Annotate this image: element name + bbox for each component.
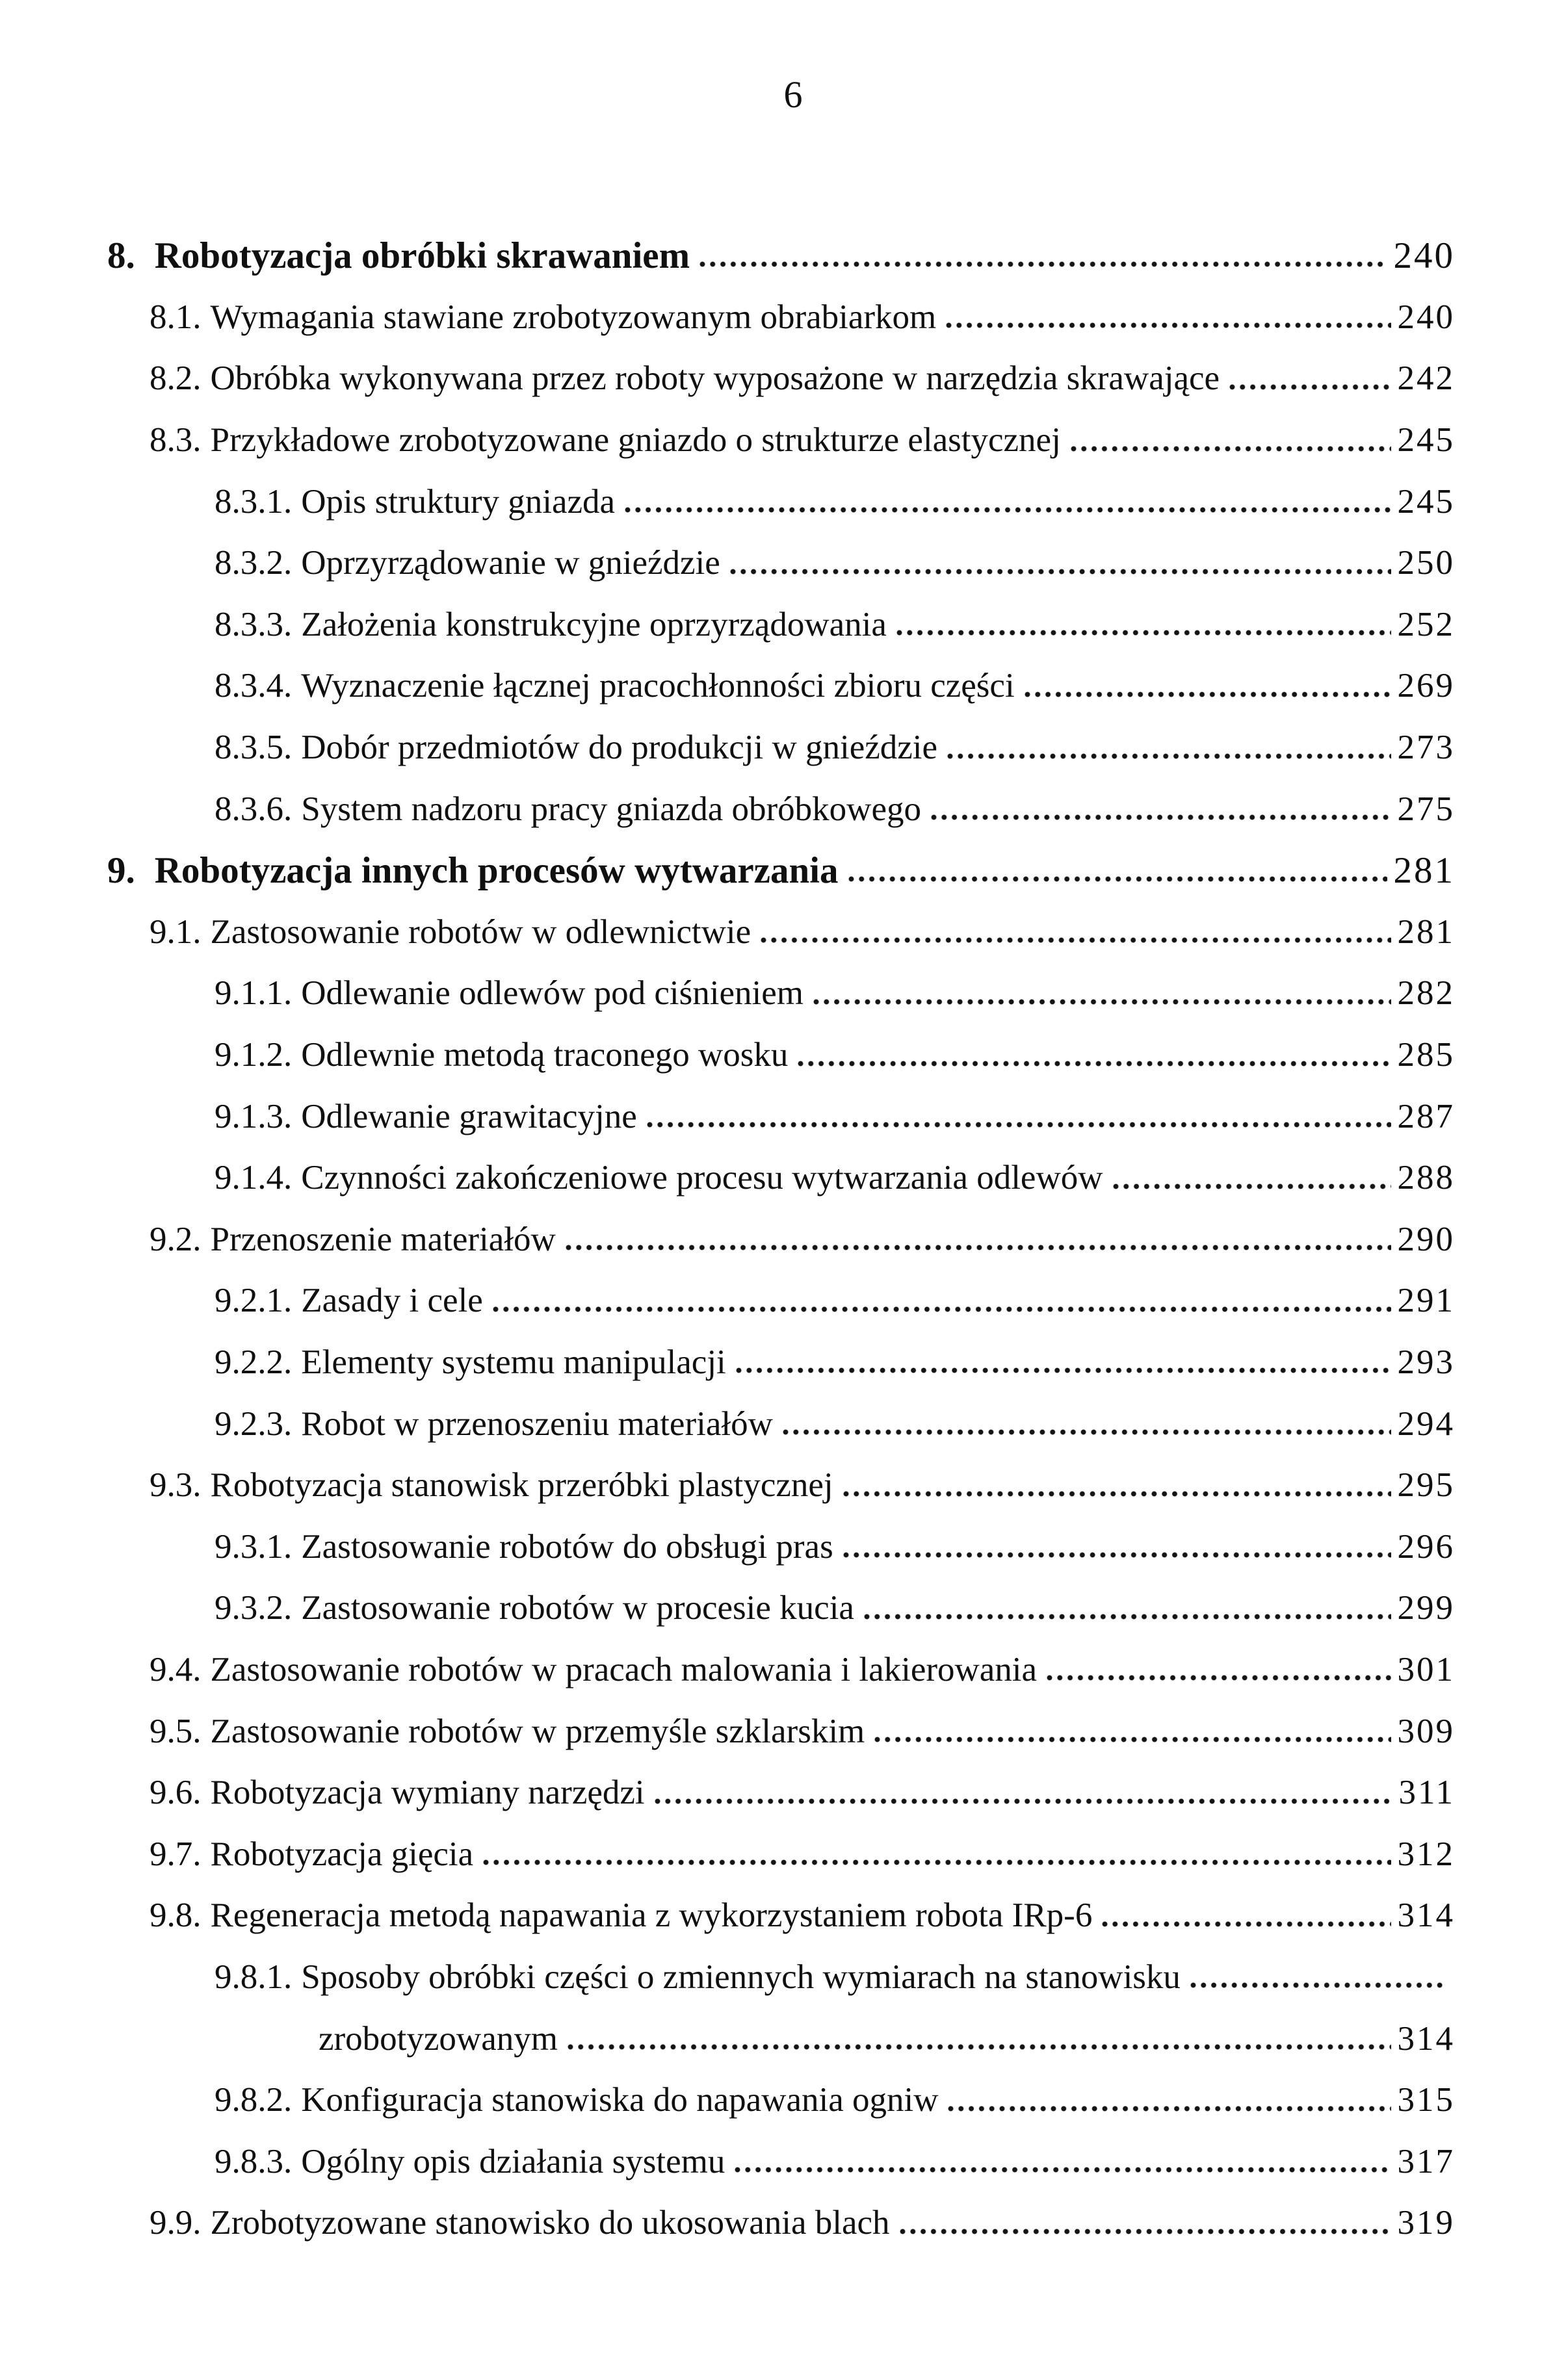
toc-entry-title: Robotyzacja innych procesów wytwarzania	[154, 849, 839, 891]
dots-leader	[492, 1306, 1391, 1313]
toc-entry-number: 9.3.1.	[215, 1527, 293, 1566]
toc-entry-title: Robotyzacja obróbki skrawaniem	[154, 235, 690, 276]
toc-entry-title: Zastosowanie robotów do obsługi pras	[301, 1527, 833, 1566]
toc-list	[107, 225, 1453, 2254]
toc-entry-number: 9.	[107, 849, 135, 891]
toc-entry-title: zrobotyzowanym	[319, 2019, 558, 2058]
toc-entry-title: Opis struktury gniazda	[301, 482, 616, 521]
toc-entry-page: 281	[1397, 912, 1455, 951]
dots-leader	[1190, 1982, 1446, 1989]
toc-entry	[107, 1885, 1453, 1947]
toc-entry-title: Elementy systemu manipulacji	[301, 1343, 726, 1381]
toc-entry-number: 9.8.1.	[215, 1958, 293, 1996]
toc-entry	[107, 409, 1453, 471]
toc-entry-page: 273	[1397, 729, 1455, 767]
toc-entry	[107, 1947, 1453, 2008]
toc-entry-number: 9.1.2.	[215, 1036, 293, 1074]
dots-leader	[624, 506, 1391, 513]
toc-entry-number: 9.2.3.	[215, 1404, 293, 1443]
toc-entry-title: Robotyzacja wymiany narzędzi	[210, 1774, 645, 1812]
toc-entry-page: 242	[1397, 359, 1455, 398]
dots-leader	[646, 1121, 1391, 1128]
dots-leader	[945, 322, 1391, 329]
toc-entry-page: 293	[1397, 1343, 1455, 1381]
toc-entry-number: 8.3.	[150, 421, 202, 459]
toc-entry-number: 9.4.	[150, 1650, 202, 1688]
toc-entry-number: 8.3.2.	[215, 544, 293, 582]
toc-entry-page: 281	[1393, 849, 1455, 891]
dots-leader	[567, 2043, 1391, 2050]
toc-entry	[107, 655, 1453, 717]
dots-leader	[1101, 1921, 1391, 1928]
toc-entry-page: 296	[1397, 1527, 1455, 1566]
dots-leader	[782, 1429, 1391, 1436]
toc-entry-page: 250	[1397, 544, 1455, 582]
toc-entry	[107, 471, 1453, 532]
toc-entry-number: 8.	[107, 235, 135, 276]
toc-entry-page: 288	[1397, 1159, 1455, 1197]
toc-entry	[107, 840, 1453, 901]
toc-entry-title: Zastosowanie robotów w przemyśle szklarskim	[210, 1712, 865, 1750]
toc-entry	[107, 2069, 1453, 2131]
toc-entry-title: Ogólny opis działania systemu	[301, 2142, 725, 2180]
toc-entry-number: 9.2.1.	[215, 1282, 293, 1320]
toc-entry-page: 240	[1397, 298, 1455, 336]
toc-entry-number: 8.3.6.	[215, 790, 293, 828]
dots-leader	[1229, 383, 1391, 391]
dots-leader	[797, 1060, 1391, 1067]
toc-entry	[107, 532, 1453, 594]
toc-entry-number: 9.3.	[150, 1466, 202, 1505]
toc-entry	[107, 1700, 1453, 1762]
dots-leader	[843, 1490, 1391, 1497]
toc-entry-number: 8.3.3.	[215, 605, 293, 643]
toc-entry	[107, 2192, 1453, 2254]
toc-entry-number: 9.2.	[150, 1220, 202, 1258]
dots-leader	[930, 814, 1391, 821]
dots-leader	[729, 568, 1391, 575]
dots-leader	[899, 2228, 1391, 2235]
toc-entry-title: Obróbka wykonywana przez roboty wyposażone w narzędzia skrawające	[210, 359, 1220, 398]
toc-entry-number: 8.2.	[150, 359, 202, 398]
toc-entry-page: 319	[1397, 2204, 1455, 2242]
toc-entry-title: Przenoszenie materiałów	[210, 1220, 556, 1258]
toc-entry-page: 317	[1397, 2142, 1455, 2180]
dots-leader	[813, 998, 1391, 1005]
dots-leader	[735, 1367, 1391, 1374]
toc-entry	[107, 2130, 1453, 2192]
dots-leader	[896, 629, 1391, 636]
toc-entry	[107, 2008, 1453, 2069]
toc-entry-page: 282	[1397, 974, 1455, 1013]
dots-leader	[699, 261, 1387, 268]
toc-entry-page: 245	[1397, 482, 1455, 521]
toc-entry	[107, 1209, 1453, 1271]
toc-entry-page: 240	[1393, 235, 1455, 276]
toc-entry-page: 301	[1397, 1650, 1455, 1688]
toc-entry-page: 299	[1397, 1589, 1455, 1627]
dots-leader	[1046, 1674, 1391, 1681]
toc-entry-title: Przykładowe zrobotyzowane gniazdo o strukturze elastycznej	[210, 421, 1061, 459]
toc-entry-number: 9.1.1.	[215, 974, 293, 1013]
toc-entry-title: Robot w przenoszeniu materiałów	[301, 1404, 773, 1443]
toc-entry-number: 9.8.	[150, 1896, 202, 1935]
toc-entry-page: 294	[1397, 1404, 1455, 1443]
toc-entry	[107, 348, 1453, 409]
toc-entry-number: 9.9.	[150, 2204, 202, 2242]
toc-entry-title: Zastosowanie robotów w odlewnictwie	[210, 912, 751, 951]
toc-entry-page: 312	[1397, 1835, 1455, 1873]
toc-entry-title: Czynności zakończeniowe procesu wytwarzania odlewów	[301, 1159, 1103, 1197]
dots-leader	[863, 1613, 1391, 1620]
toc-entry-page: 311	[1398, 1774, 1455, 1812]
toc-entry-title: Odlewanie odlewów pod ciśnieniem	[301, 974, 804, 1013]
toc-entry-title: Założenia konstrukcyjne oprzyrządowania	[301, 605, 887, 643]
toc-entry	[107, 1393, 1453, 1455]
toc-entry	[107, 1823, 1453, 1885]
toc-entry-page: 291	[1397, 1282, 1455, 1320]
toc-entry	[107, 778, 1453, 840]
toc-entry-number: 8.3.1.	[215, 482, 293, 521]
toc-entry-title: Robotyzacja gięcia	[210, 1835, 474, 1873]
toc-entry-number: 9.5.	[150, 1712, 202, 1750]
dots-leader	[874, 1736, 1391, 1743]
toc-entry	[107, 1024, 1453, 1086]
toc-entry-number: 9.8.3.	[215, 2142, 293, 2180]
toc-entry-page: 245	[1397, 421, 1455, 459]
toc-entry	[107, 717, 1453, 779]
toc-entry	[107, 1762, 1453, 1824]
toc-entry-page: 295	[1397, 1466, 1455, 1505]
toc-entry-page: 287	[1397, 1097, 1455, 1135]
toc-entry	[107, 594, 1453, 656]
dots-leader	[947, 753, 1391, 760]
toc-entry	[107, 1516, 1453, 1577]
toc-entry-number: 9.1.	[150, 912, 202, 951]
toc-entry	[107, 1085, 1453, 1147]
toc-entry	[107, 963, 1453, 1024]
toc-entry-title: Odlewnie metodą traconego wosku	[301, 1036, 789, 1074]
toc-entry-title: Zasady i cele	[301, 1282, 483, 1320]
toc-entry-number: 9.1.3.	[215, 1097, 293, 1135]
toc-entry-number: 9.8.2.	[215, 2081, 293, 2119]
toc-entry-number: 9.7.	[150, 1835, 202, 1873]
toc-entry	[107, 225, 1453, 287]
toc-entry-title: Zastosowanie robotów w procesie kucia	[301, 1589, 854, 1627]
toc-entry-title: Regeneracja metodą napawania z wykorzystaniem robota IRp-6	[210, 1896, 1093, 1935]
dots-leader	[482, 1859, 1391, 1866]
toc-entry-title: Konfiguracja stanowiska do napawania ogniw	[301, 2081, 939, 2119]
toc-entry	[107, 1455, 1453, 1516]
toc-entry	[107, 1639, 1453, 1701]
toc-entry-title: Odlewanie grawitacyjne	[301, 1097, 637, 1135]
dots-leader	[947, 2105, 1391, 2112]
toc-entry	[107, 1147, 1453, 1209]
toc-entry-title: Wymagania stawiane zrobotyzowanym obrabiarkom	[210, 298, 937, 336]
dots-leader	[1024, 691, 1391, 698]
toc-entry-title: Oprzyrządowanie w gnieździe	[301, 544, 720, 582]
toc-entry-number: 9.2.2.	[215, 1343, 293, 1381]
toc-entry-page: 309	[1397, 1712, 1455, 1750]
toc-entry-title: Zrobotyzowane stanowisko do ukosowania blach	[210, 2204, 890, 2242]
toc-entry	[107, 1577, 1453, 1639]
toc-entry-number: 8.1.	[150, 298, 202, 336]
toc-entry-title: Wyznaczenie łącznej pracochłonności zbioru części	[301, 667, 1015, 705]
toc-entry-number: 9.6.	[150, 1774, 202, 1812]
toc-entry-page: 269	[1397, 667, 1455, 705]
toc-entry-number: 8.3.5.	[215, 729, 293, 767]
toc-entry	[107, 1332, 1453, 1393]
dots-leader	[734, 2166, 1391, 2173]
dots-leader	[654, 1798, 1392, 1805]
toc-entry-number: 9.1.4.	[215, 1159, 293, 1197]
dots-leader	[1112, 1183, 1391, 1190]
toc-entry-page: 314	[1397, 2019, 1455, 2058]
toc-entry-number: 9.3.2.	[215, 1589, 293, 1627]
toc-entry-page: 290	[1397, 1220, 1455, 1258]
dots-leader	[843, 1551, 1391, 1559]
toc-entry-page: 285	[1397, 1036, 1455, 1074]
dots-leader	[1070, 445, 1391, 452]
toc-entry	[107, 1270, 1453, 1332]
toc-entry	[107, 287, 1453, 348]
toc-entry-page: 315	[1397, 2081, 1455, 2119]
page-number: 6	[783, 73, 803, 116]
toc-entry-title: Dobór przedmiotów do produkcji w gnieździe	[301, 729, 938, 767]
toc-entry-title: Robotyzacja stanowisk przeróbki plastycznej	[210, 1466, 833, 1505]
dots-leader	[760, 937, 1391, 944]
toc-entry-title: System nadzoru pracy gniazda obróbkowego	[301, 790, 921, 828]
toc-entry	[107, 901, 1453, 963]
toc-entry-page: 314	[1397, 1896, 1455, 1935]
dots-leader	[565, 1244, 1391, 1251]
toc-entry-page: 275	[1397, 790, 1455, 828]
toc-entry-title: Sposoby obróbki części o zmiennych wymiarach na stanowisku	[301, 1958, 1181, 1996]
toc-entry-title: Zastosowanie robotów w pracach malowania i lakierowania	[210, 1650, 1038, 1688]
toc-entry-page: 252	[1397, 605, 1455, 643]
toc-entry-number: 8.3.4.	[215, 667, 293, 705]
dots-leader	[848, 875, 1387, 883]
